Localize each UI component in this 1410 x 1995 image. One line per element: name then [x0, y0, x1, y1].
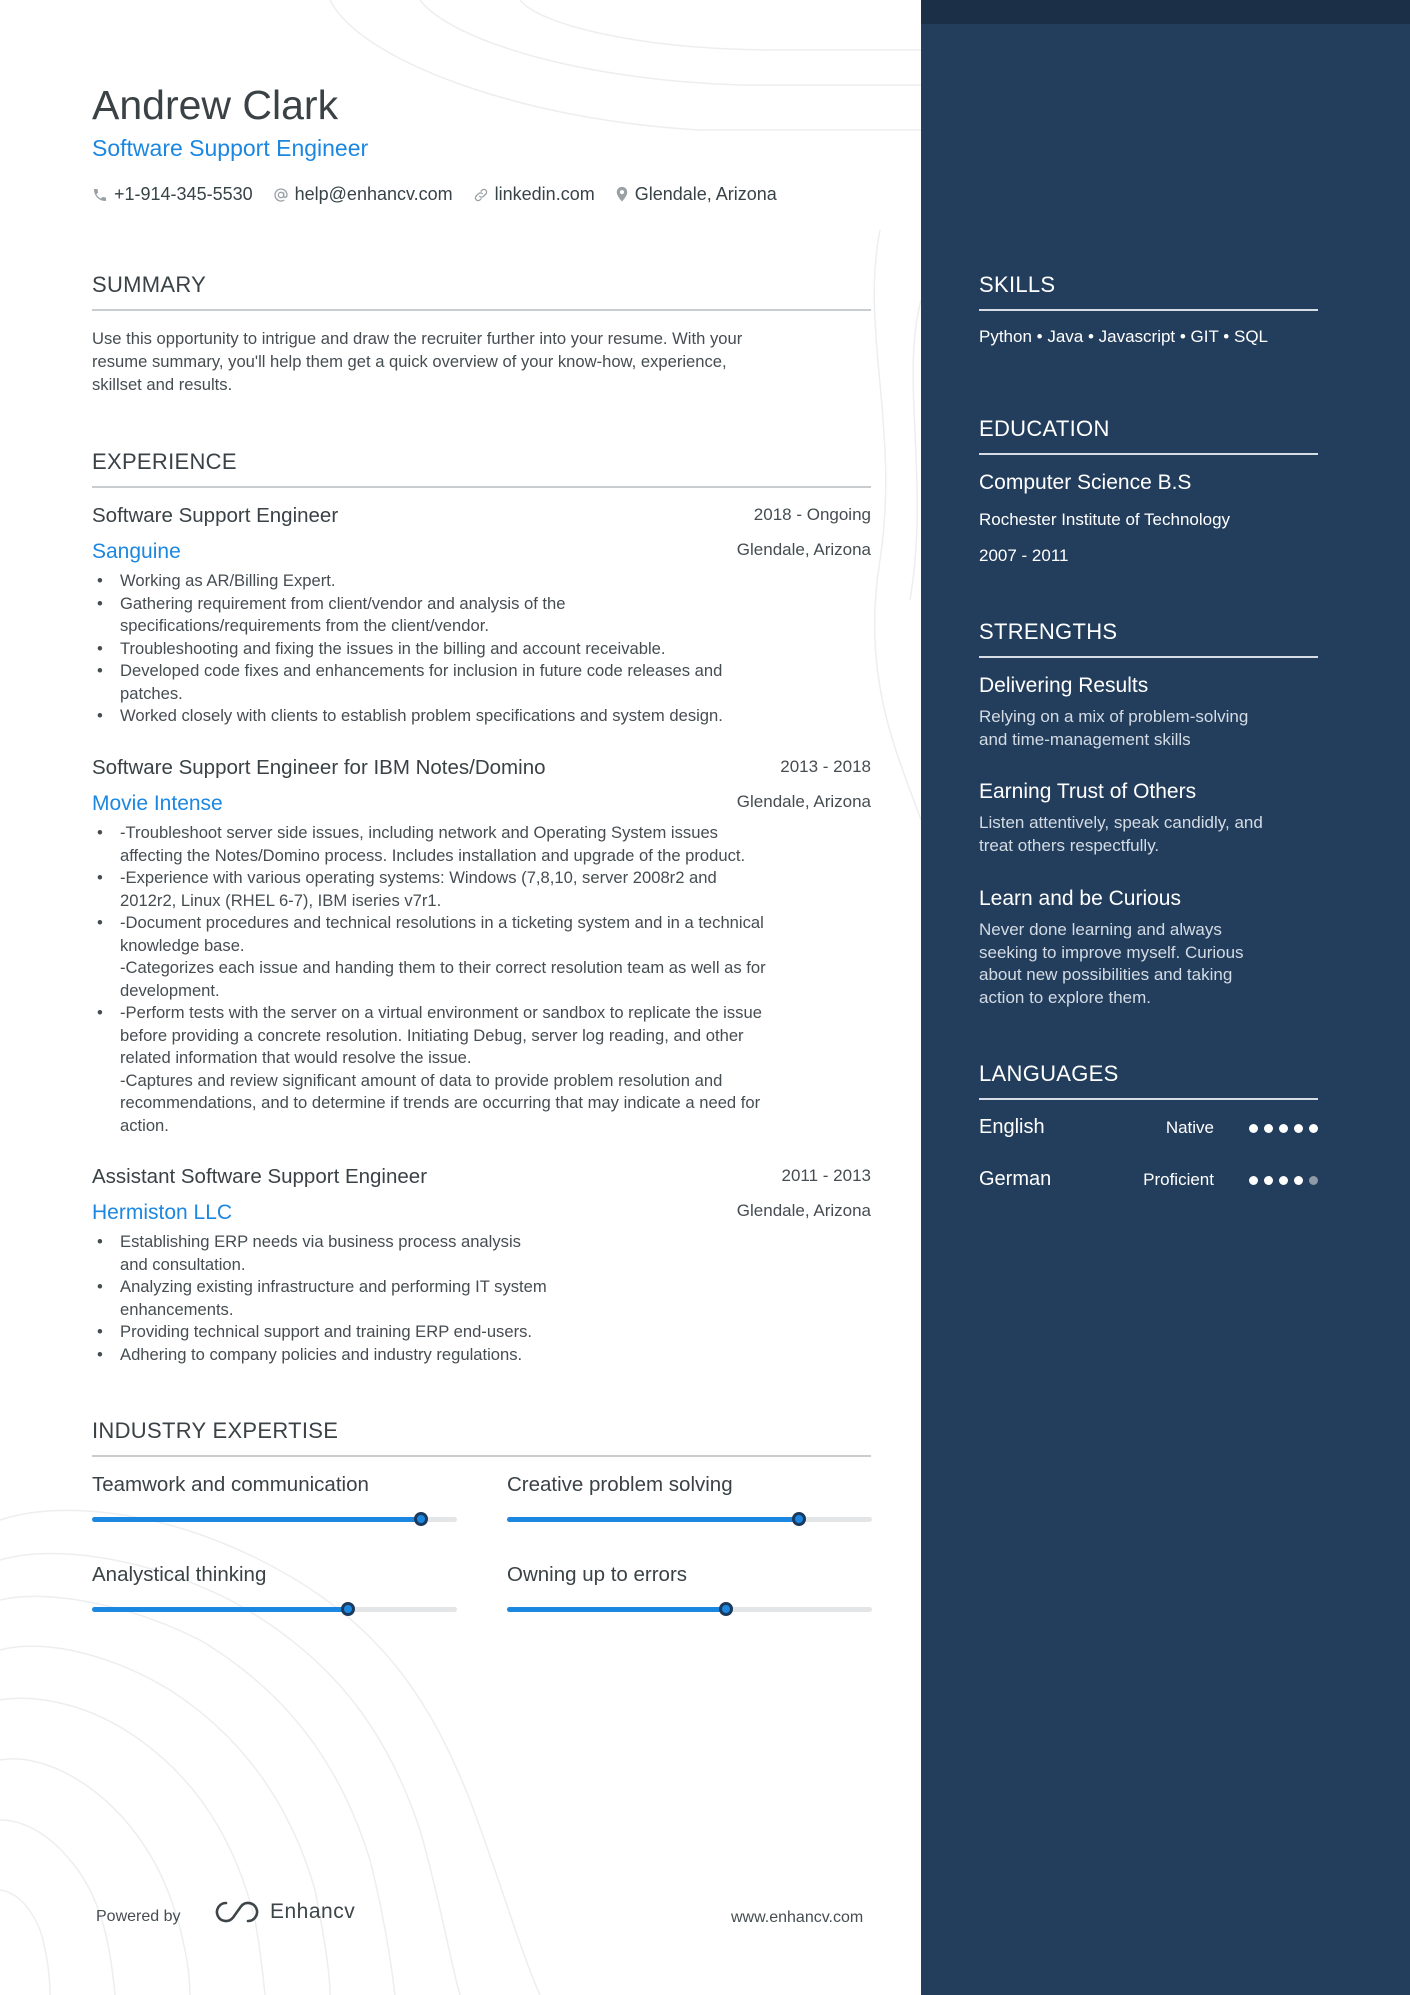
bullet-line: development.	[120, 980, 220, 1000]
strength-description	[979, 812, 1318, 857]
strength-line: seeking to improve myself. Curious	[979, 942, 1244, 962]
rating-dot-filled	[1279, 1124, 1288, 1133]
education-heading: EDUCATION	[979, 416, 1110, 441]
expertise-item	[507, 1563, 872, 1612]
job-dates: 2018 - Ongoing	[753, 505, 871, 524]
rating-dot-filled	[1279, 1176, 1288, 1185]
list-item	[92, 1321, 871, 1344]
strength-item	[979, 780, 1318, 857]
bullet-line: specifications/requirements from the client/vendor.	[120, 616, 489, 635]
sidebar	[921, 0, 1410, 1995]
contact-phone[interactable]	[92, 184, 253, 205]
strength-description	[979, 706, 1318, 751]
bullet-line: • Working as AR/Billing Expert.	[120, 571, 336, 590]
contact-email[interactable]	[273, 184, 453, 205]
sidebar-top-strip	[921, 0, 1410, 24]
list-item	[92, 705, 871, 728]
strength-item	[979, 887, 1318, 1009]
expertise-bar	[507, 1607, 872, 1612]
contact-linkedin[interactable]	[473, 184, 595, 205]
candidate-name: Andrew Clark	[92, 82, 339, 128]
skills-divider	[979, 309, 1318, 311]
strength-line: Never done learning and always	[979, 920, 1222, 939]
expertise-label: Creative problem solving	[507, 1473, 733, 1496]
education-divider	[979, 453, 1318, 455]
list-item	[92, 867, 871, 912]
education-school: Rochester Institute of Technology	[979, 510, 1231, 529]
strength-description	[979, 919, 1318, 1009]
job-role: Software Support Engineer for IBM Notes/Domino	[92, 756, 546, 779]
bullet-line: action.	[120, 1115, 169, 1135]
rating-dot-filled	[1309, 1124, 1318, 1133]
language-level: Proficient	[1143, 1170, 1214, 1189]
location-icon	[615, 186, 629, 203]
enhancv-logo[interactable]	[214, 1900, 355, 1924]
strengths-divider	[979, 656, 1318, 658]
footer-url[interactable]: www.enhancv.com	[731, 1909, 864, 1926]
link-icon	[473, 187, 489, 203]
language-rating	[1243, 1176, 1318, 1185]
list-item	[92, 660, 871, 705]
summary-heading: SUMMARY	[92, 272, 207, 297]
job-bullets	[92, 1231, 871, 1366]
expertise-label: Teamwork and communication	[92, 1473, 369, 1496]
list-item	[92, 1276, 871, 1321]
strength-line: and time-management skills	[979, 729, 1191, 749]
strength-item	[979, 674, 1318, 751]
rating-dot-filled	[1294, 1176, 1303, 1185]
skills-list: Python • Java • Javascript • GIT • SQL	[979, 327, 1268, 346]
bullet-line: -Captures and review significant amount of data to provide problem resolution and	[120, 1070, 723, 1090]
expertise-bar	[507, 1517, 872, 1522]
skills-heading: SKILLS	[979, 272, 1056, 297]
job-location: Glendale, Arizona	[736, 792, 871, 811]
footer-brand: Enhancv	[270, 1900, 356, 1923]
bullet-line: affecting the Notes/Domino process. Includes installation and upgrade of the product.	[120, 845, 746, 865]
expertise-label: Analystical thinking	[92, 1563, 267, 1586]
industry-expertise-heading: INDUSTRY EXPERTISE	[92, 1418, 339, 1443]
bullet-line: • -Perform tests with the server on a virtual environment or sandbox to replicate the issue	[120, 1003, 762, 1022]
strength-line: action to explore them.	[979, 987, 1151, 1007]
expertise-bar-fill	[507, 1607, 726, 1612]
expertise-bar-fill	[92, 1517, 421, 1522]
job-company: Hermiston LLC	[92, 1201, 233, 1224]
bullet-line: recommendations, and to determine if trends are occurring that may indicate a need for	[120, 1093, 761, 1112]
job-location: Glendale, Arizona	[736, 540, 871, 559]
bullet-line: • -Experience with various operating systems: Windows (7,8,10, server 2008r2 and	[120, 868, 717, 887]
list-item	[92, 570, 871, 593]
expertise-item	[92, 1473, 457, 1522]
bullet-line: 2012r2, Linux (RHEL 6-7), IBM iseries v7r1.	[120, 890, 442, 910]
bullet-line: enhancements.	[120, 1299, 234, 1319]
job-location: Glendale, Arizona	[736, 1201, 871, 1220]
bullet-line: -Categorizes each issue and handing them to their correct resolution team as well as for	[120, 958, 766, 977]
expertise-bar-knob	[414, 1512, 428, 1526]
bullet-line: • Providing technical support and training ERP end-users.	[120, 1322, 533, 1341]
strength-title: Learn and be Curious	[979, 887, 1181, 910]
list-item	[92, 822, 871, 867]
rating-dot-filled	[1264, 1124, 1273, 1133]
job-role: Assistant Software Support Engineer	[92, 1165, 428, 1188]
list-item	[92, 638, 871, 661]
rating-dot-filled	[1264, 1176, 1273, 1185]
expertise-bar-knob	[719, 1602, 733, 1616]
industry-expertise-divider	[92, 1455, 871, 1457]
job-company: Sanguine	[92, 540, 181, 563]
summary-text	[92, 327, 871, 396]
bullet-line: and consultation.	[120, 1254, 246, 1274]
list-item	[92, 912, 871, 1002]
rating-dot-empty	[1309, 1176, 1318, 1185]
bullet-line: • Worked closely with clients to establish problem specifications and system design.	[120, 706, 723, 725]
education-degree: Computer Science B.S	[979, 471, 1192, 494]
strength-title: Earning Trust of Others	[979, 780, 1197, 803]
phone-icon	[92, 187, 108, 203]
contact-bar	[92, 184, 797, 205]
bullet-line: • -Document procedures and technical resolutions in a ticketing system and in a technical	[120, 913, 764, 932]
bullet-line: • Developed code fixes and enhancements for inclusion in future code releases and	[120, 661, 723, 680]
strength-line: about new possibilities and taking	[979, 965, 1233, 984]
job-bullets	[92, 822, 871, 1137]
enhancv-logo-icon	[214, 1900, 260, 1924]
list-item	[92, 1002, 871, 1137]
language-row	[979, 1116, 1318, 1142]
language-row	[979, 1168, 1318, 1194]
rating-dot-filled	[1294, 1124, 1303, 1133]
bullet-line: • Gathering requirement from client/vendor and analysis of the	[120, 593, 566, 613]
list-item	[92, 1231, 871, 1276]
list-item	[92, 1344, 871, 1367]
expertise-bar-knob	[792, 1512, 806, 1526]
expertise-bar	[92, 1517, 457, 1522]
expertise-bar-fill	[507, 1517, 799, 1522]
summary-divider	[92, 309, 871, 311]
languages-divider	[979, 1098, 1318, 1100]
languages-heading: LANGUAGES	[979, 1061, 1119, 1086]
contact-phone-text: +1-914-345-5530	[114, 184, 253, 204]
language-level: Native	[1165, 1118, 1214, 1137]
job-company: Movie Intense	[92, 792, 223, 815]
at-icon	[273, 187, 289, 203]
summary-line: resume summary, you'll help them get a quick overview of your know-how, experience,	[92, 352, 727, 371]
footer-powered-by: Powered by	[96, 1908, 181, 1925]
candidate-title: Software Support Engineer	[92, 135, 369, 161]
contact-location-text: Glendale, Arizona	[634, 184, 777, 204]
expertise-item	[92, 1563, 457, 1612]
strength-line: treat others respectfully.	[979, 835, 1160, 855]
job-role: Software Support Engineer	[92, 504, 339, 527]
rating-dot-filled	[1249, 1176, 1258, 1185]
bullet-line: • Analyzing existing infrastructure and performing IT system	[120, 1277, 547, 1296]
bullet-line: • Establishing ERP needs via business process analysis	[120, 1232, 521, 1251]
expertise-bar-knob	[341, 1602, 355, 1616]
strength-line: Listen attentively, speak candidly, and	[979, 813, 1263, 832]
bullet-line: related information that would resolve the issue.	[120, 1048, 472, 1067]
experience-heading: EXPERIENCE	[92, 449, 237, 474]
list-item	[92, 593, 871, 638]
bullet-line: before providing a concrete resolution. Initiating Debug, server log reading, and other	[120, 1025, 744, 1045]
expertise-bar	[92, 1607, 457, 1612]
education-dates: 2007 - 2011	[979, 546, 1069, 565]
job-dates: 2011 - 2013	[781, 1166, 871, 1185]
rating-dot-filled	[1249, 1124, 1258, 1133]
strength-line: Relying on a mix of problem-solving	[979, 707, 1249, 726]
summary-line: Use this opportunity to intrigue and draw the recruiter further into your resume. With your	[92, 329, 743, 348]
contact-linkedin-text: linkedin.com	[494, 184, 595, 204]
job-bullets	[92, 570, 871, 728]
contact-email-text: help@enhancv.com	[294, 184, 453, 204]
bullet-line: • Adhering to company policies and industry regulations.	[120, 1344, 523, 1364]
expertise-label: Owning up to errors	[507, 1563, 688, 1586]
summary-line: skillset and results.	[92, 375, 233, 394]
strengths-heading: STRENGTHS	[979, 619, 1118, 644]
bullet-line: • -Troubleshoot server side issues, including network and Operating System issues	[120, 823, 718, 842]
language-name: German	[979, 1168, 1052, 1190]
bullet-line: knowledge base.	[120, 935, 245, 955]
language-name: English	[979, 1116, 1045, 1138]
strength-title: Delivering Results	[979, 674, 1149, 697]
bullet-line: patches.	[120, 683, 183, 703]
expertise-item	[507, 1473, 872, 1522]
expertise-bar-fill	[92, 1607, 348, 1612]
bullet-line: • Troubleshooting and fixing the issues in the billing and account receivable.	[120, 638, 666, 658]
experience-divider	[92, 486, 871, 488]
language-rating	[1243, 1124, 1318, 1133]
contact-location	[615, 184, 777, 205]
job-dates: 2013 - 2018	[780, 757, 871, 776]
